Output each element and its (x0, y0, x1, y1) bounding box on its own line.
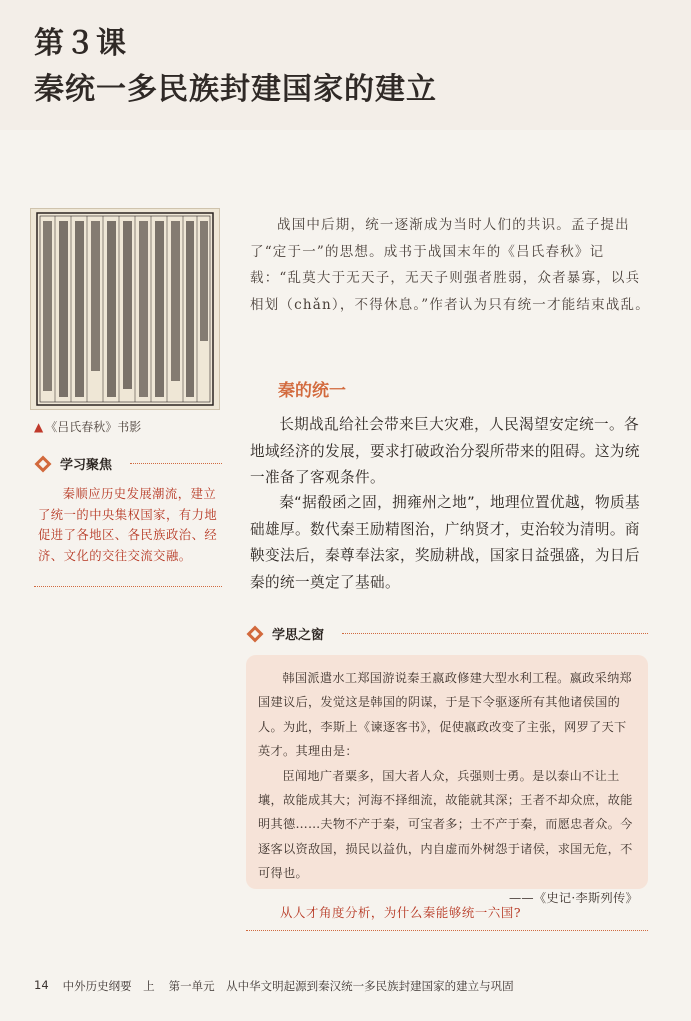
study-focus-heading (34, 454, 112, 473)
unit-name: 第一单元 从中华文明起源到秦汉统一多民族封建国家的建立与巩固 (168, 979, 514, 993)
body-paragraph-2: 秦“据殽函之固，拥雍州之地”，地理位置优越，物质基础雄厚。数代秦王励精图治，广纳贤才，吏治较为清明。商鞅变法后，秦尊奉法家，奖励耕战，国家日益强盛，为日后秦的统一奠定了基础。 (250, 494, 640, 591)
lesson-number: 第３课 (34, 26, 127, 61)
body-paragraph-1: 长期战乱给社会带来巨大灾难，人民渴望安定统一。各地域经济的发展，要求打破政治分裂所带来的阻碍。这为统一准备了客观条件。 (250, 416, 640, 486)
caption-text: 《吕氏春秋》书影 (45, 420, 142, 434)
thinking-window-paragraph-2: 臣闻地广者粟多，国大者人众，兵强则士勇。是以泰山不让土壤，故能成其大；河海不择细流，故能就其深；王者不却众庶，故能明其德……夫物不产于秦，可宝者多；士不产于秦，而愿忠者众。今逐客以资敌国，损民以益仇，内自虚而外树怨于诸侯，求国无危，不可得也。 (258, 768, 633, 881)
thinking-window-text (258, 666, 638, 910)
intro-paragraph: 战国中后期，统一逐渐成为当时人们的共识。孟子提出了“定于一”的思想。成书于战国末年的《吕氏春秋》记载：“乱莫大于无天子，无天子则强者胜弱，众者暴寡，以兵相划（chǎn），不得休息。”作者认为只有统一才能结束战乱。 (250, 217, 650, 313)
study-focus-label: 学习聚焦 (60, 458, 113, 473)
thinking-window-paragraph-1: 韩国派遣水工郑国游说秦王嬴政修建大型水利工程。嬴政采纳郑国建议后，发觉这是韩国的阴谋，于是下令驱逐所有其他诸侯国的人。为此，李斯上《谏逐客书》，促使嬴政改变了主张，网罗了天下英才。其理由是： (258, 671, 633, 759)
thinking-question: 从人才角度分析，为什么秦能够统一六国? (280, 905, 522, 920)
section-title: 秦的统一 (278, 381, 346, 401)
lesson-title: 秦统一多民族封建国家的建立 (34, 72, 437, 107)
figure-caption (34, 418, 141, 435)
thinking-window-bottom-rule (246, 930, 648, 931)
diamond-icon (246, 625, 264, 643)
study-focus-bottom-rule (34, 586, 222, 587)
triangle-marker: ▲ (34, 420, 44, 434)
thinking-window-divider (342, 633, 648, 634)
book-scan-image (30, 208, 220, 410)
thinking-window-label: 学思之窗 (272, 628, 325, 643)
page-number: 14 (34, 978, 49, 992)
study-focus-divider (130, 463, 222, 464)
diamond-icon (34, 455, 52, 473)
study-focus-text: 秦顺应历史发展潮流，建立了统一的中央集权国家，有力地促进了各地区、各民族政治、经济、文化的交往交流交融。 (38, 487, 218, 563)
book-scan-graphic (31, 209, 219, 409)
book-name: 中外历史纲要 上 (62, 979, 155, 993)
page-footer (34, 978, 514, 994)
thinking-window-heading (246, 624, 324, 643)
thinking-window-source: ——《史记·李斯列传》 (508, 890, 638, 905)
